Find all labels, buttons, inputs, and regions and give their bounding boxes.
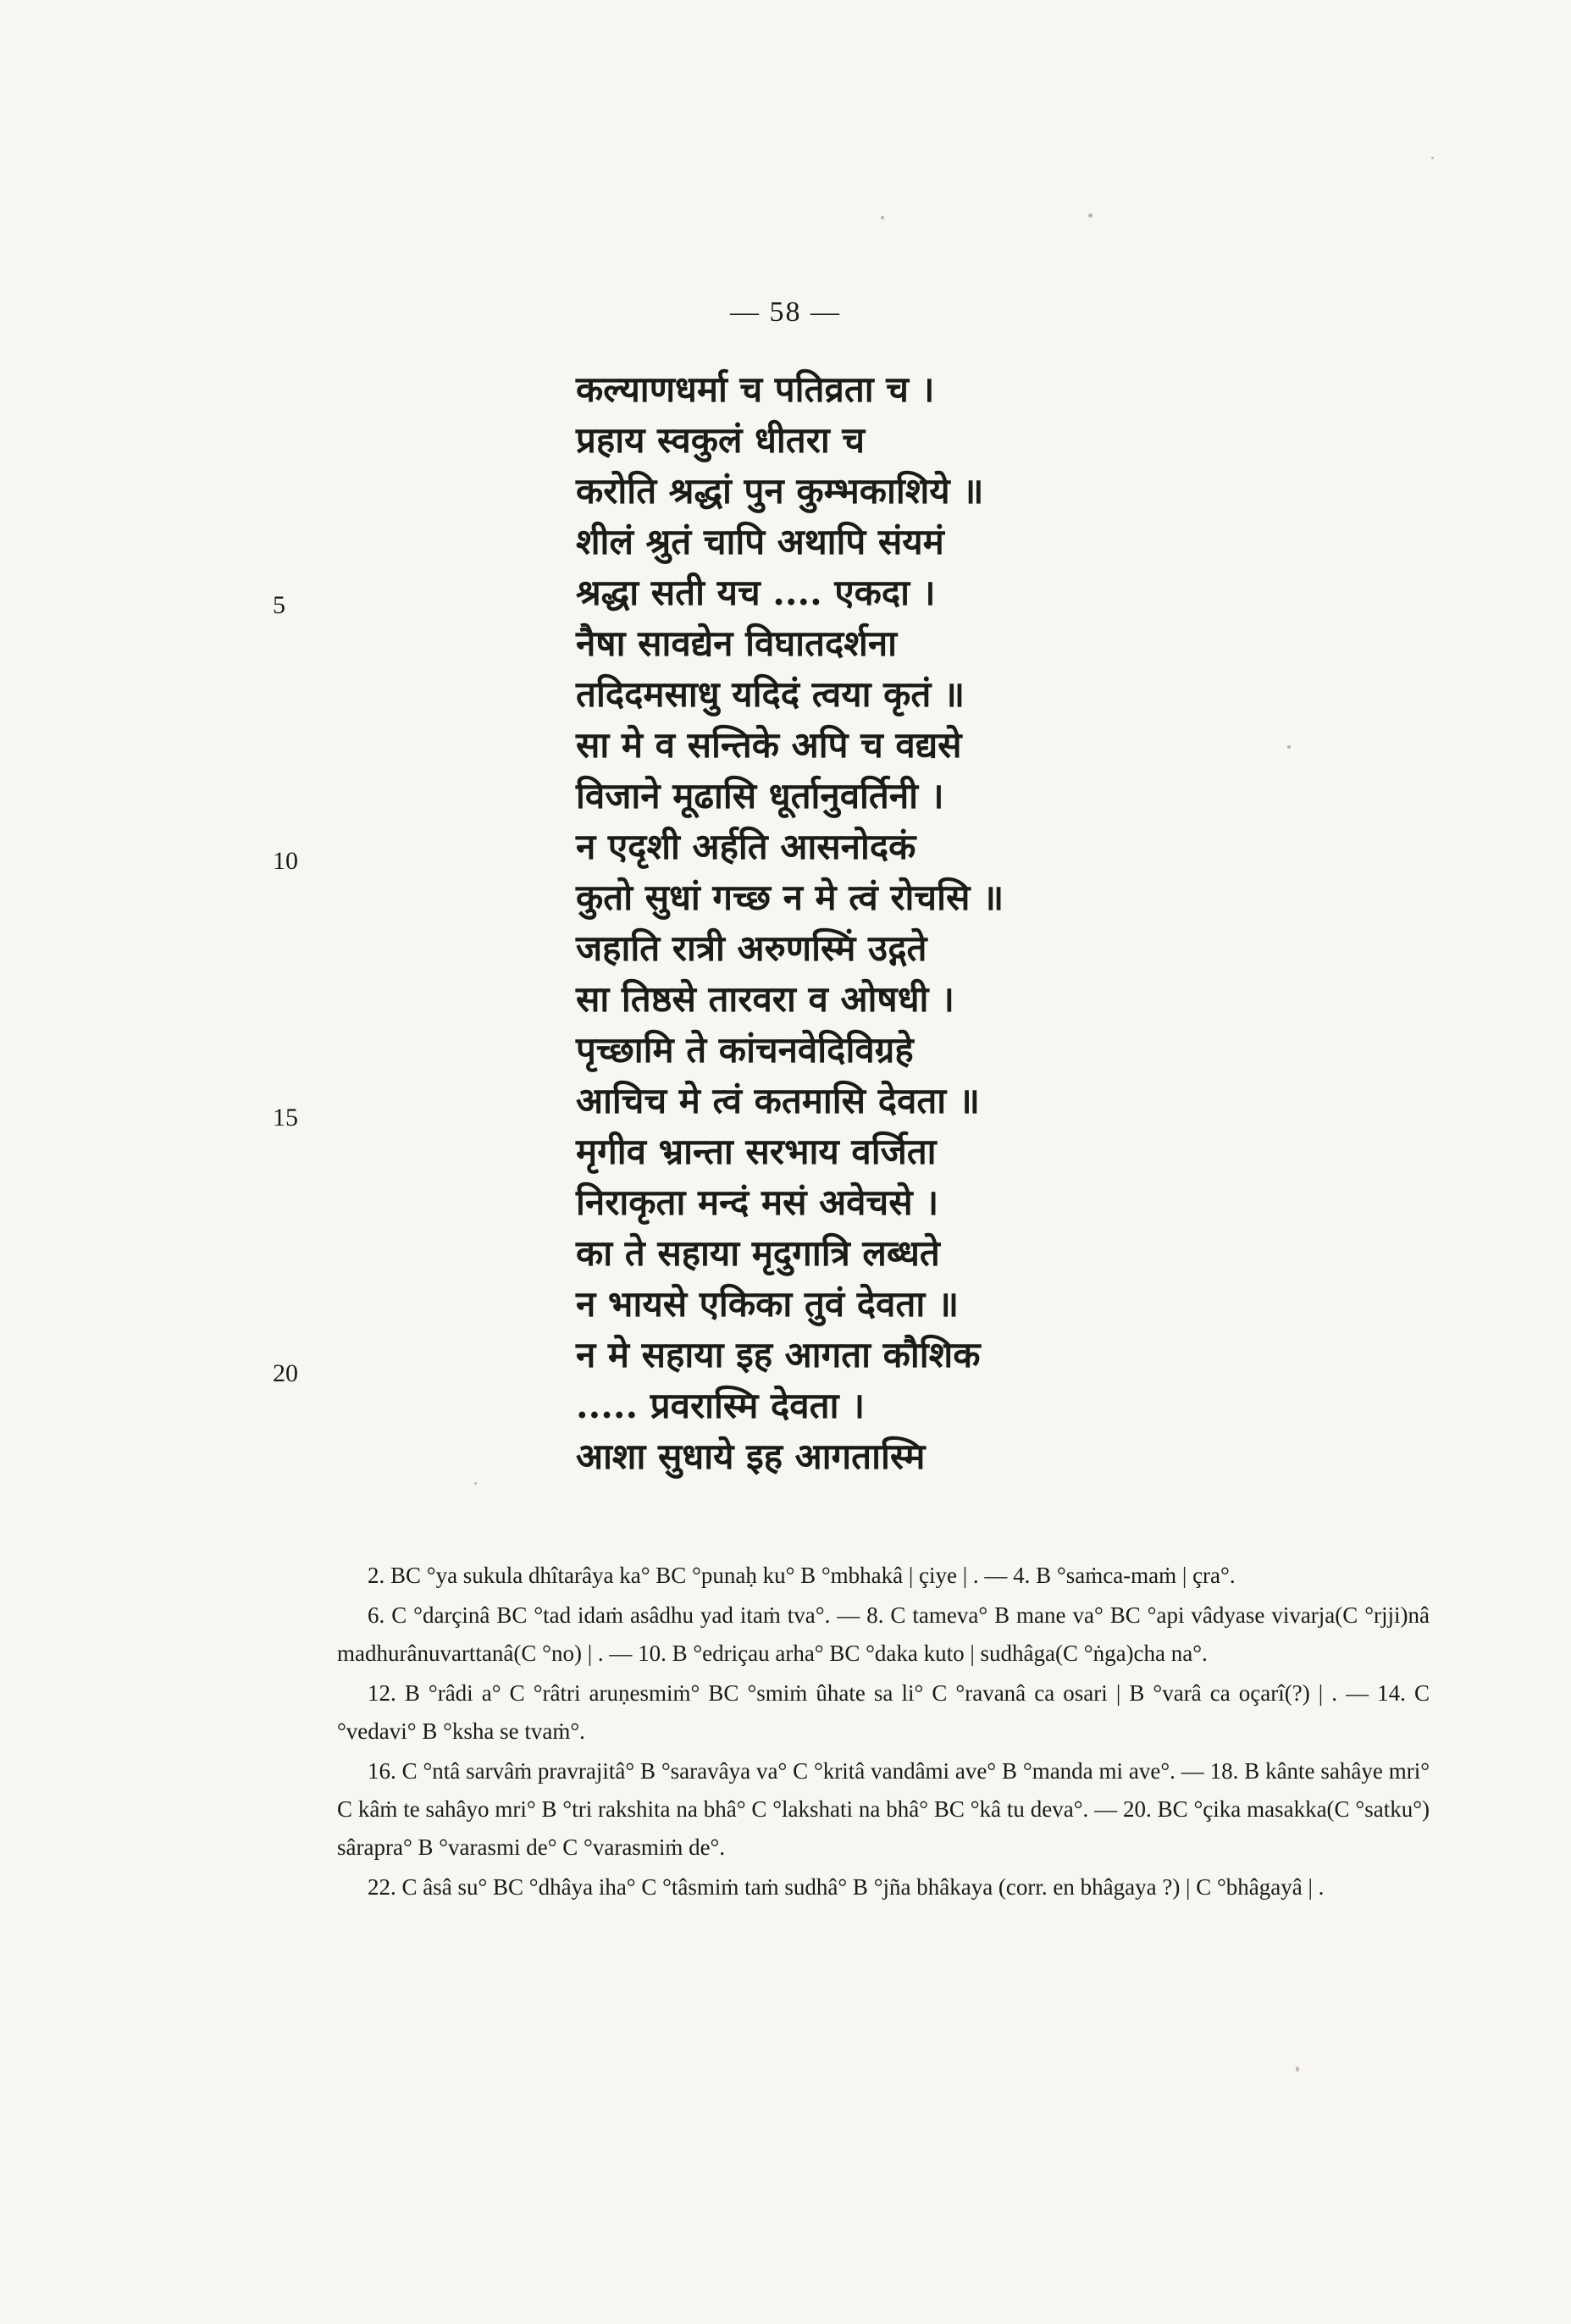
footnote: 16. C °ntâ sarvâṁ pravrajitâ° B °saravâya va° C °kritâ vandâmi ave° B °manda mi ave°. — 18. B kânte sahâye mri° C kâṁ te sahâyo mri° B °tri rakshita na bhâ° C °lakshati na bhâ° BC °kâ tu deva°. — 20. BC °çika masakka(C °satku°) sârapra° B °varasmi de° C °varasmiṁ de°.	[337, 1758, 1430, 1860]
verse-line: न मे सहाया इह आगता कौशिक	[576, 1334, 981, 1375]
scan-speck	[1088, 213, 1093, 218]
verse-line: आचिच मे त्वं कतमासि देवता ॥	[576, 1080, 980, 1121]
verse-line: प्रहाय स्वकुलं धीतरा च	[576, 419, 866, 461]
verse-line: तदिदमसाधु यदिदं त्वया कृतं ॥	[576, 673, 965, 715]
scan-speck	[1296, 2067, 1299, 2072]
footnote: 12. B °râdi a° C °râtri aruṇesmiṁ° BC °smiṁ ûhate sa li° C °ravanâ ca osari | B °varâ ca oçarî(?) | . — 14. C °vedavi° B °ksha se tvaṁ°.	[337, 1680, 1430, 1744]
page-number: — 58 —	[730, 296, 841, 328]
verse-line: का ते सहाया मृदुगात्रि लब्धते	[576, 1232, 940, 1274]
footnote: 22. C âsâ su° BC °dhâya iha° C °tâsmiṁ taṁ sudhâ° B °jña bhâkaya (corr. en bhâgaya ?) | C °bhâgayâ | .	[368, 1874, 1325, 1900]
line-number: 10	[273, 847, 298, 875]
verse-line: करोति श्रद्धां पुन कुम्भकाशिये ॥	[576, 470, 984, 512]
verse-line: न एदृशी अर्हति आसनोदकं	[576, 826, 916, 867]
verse-line: कुतो सुधां गच्छ न मे त्वं रोचसि ॥	[576, 877, 1004, 918]
verse-line: श्रद्धा सती यच .... एकदा ।	[576, 572, 936, 613]
footnote: 6. C °darçinâ BC °tad idaṁ asâdhu yad itaṁ tva°. — 8. C tameva° B mane va° BC °api vâdyase vivarja(C °rjji)nâ madhurânuvarttanâ(C °no) | . — 10. B °edriçau arha° BC °daka kuto | sudhâga(C °ṅga)cha na°.	[337, 1602, 1430, 1666]
verse-line: ..... प्रवरास्मि देवता ।	[576, 1385, 866, 1426]
scan-speck	[474, 1482, 477, 1485]
scan-speck	[1287, 745, 1291, 749]
verse-line: निराकृता मन्दं मसं अवेचसे ।	[576, 1181, 939, 1223]
verse-line: शीलं श्रुतं चापि अथापि संयमं	[576, 521, 944, 562]
verse-line: जहाति रात्री अरुणस्मिं उद्गते	[576, 927, 927, 969]
verse-line: मृगीव भ्रान्ता सरभाय वर्जिता	[576, 1131, 937, 1172]
verse-line: कल्याणधर्मा च पतिव्रता च ।	[576, 368, 935, 410]
verse-line: नैषा सावद्येन विघातदर्शना	[576, 622, 898, 664]
footnote: 2. BC °ya sukula dhîtarâya ka° BC °punaḥ ku° B °mbhakâ | çiye | . — 4. B °saṁca-maṁ | çra°.	[368, 1563, 1236, 1588]
verse-line: न भायसे एकिका तुवं देवता ॥	[576, 1283, 959, 1325]
verse-line: सा मे व सन्तिके अपि च वद्यसे	[576, 724, 962, 766]
verse-line: विजाने मूढासि धूर्तानुवर्तिनी ।	[576, 775, 944, 816]
verse-block	[576, 364, 1220, 1482]
line-number: 20	[273, 1359, 298, 1387]
verse-line: पृच्छामि ते कांचनवेदिविग्रहे	[576, 1029, 914, 1071]
line-number: 5	[273, 591, 285, 619]
scan-speck	[1431, 157, 1434, 159]
line-number: 15	[273, 1104, 298, 1132]
verse-line: आशा सुधाये इह आगतास्मि	[576, 1436, 926, 1477]
scan-speck	[881, 216, 884, 219]
footnotes	[337, 1557, 1430, 1908]
verse-line: सा तिष्ठसे तारवरा व ओषधी ।	[576, 978, 954, 1020]
